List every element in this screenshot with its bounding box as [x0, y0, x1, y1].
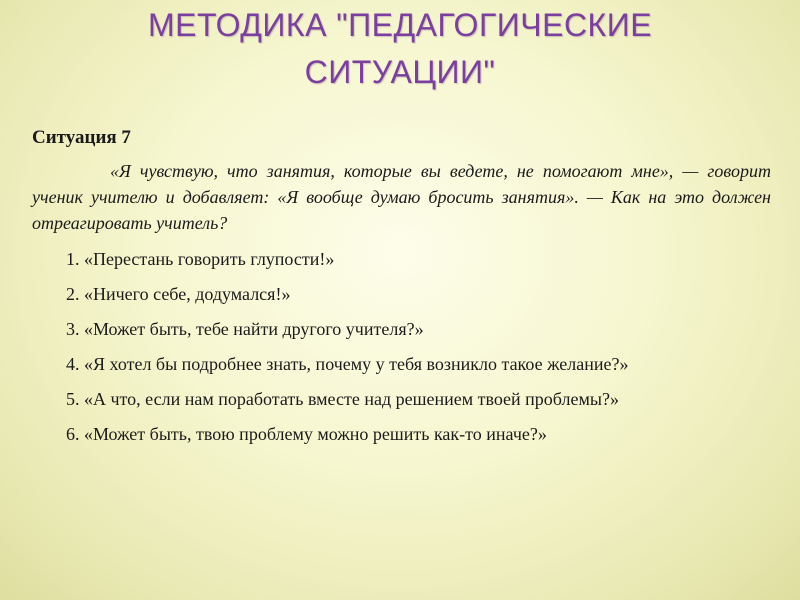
response-option-5: 5. «А что, если нам поработать вместе над решением твоей проблемы?» — [66, 389, 619, 409]
slide-title — [40, 2, 760, 96]
slide-content — [32, 125, 771, 446]
slide-title-line-1: МЕТОДИКА "ПЕДАГОГИЧЕСКИЕ — [147, 7, 653, 43]
response-option-2: 2. «Ничего себе, додумался!» — [66, 284, 291, 304]
response-option-1: 1. «Перестань говорить глупости!» — [66, 249, 335, 269]
response-option-3: 3. «Может быть, тебе найти другого учителя?» — [66, 319, 424, 339]
response-option-4: 4. «Я хотел бы подробнее знать, почему у тебя возникло такое желание?» — [66, 354, 629, 374]
slide-title-line-2: СИТУАЦИИ" — [304, 54, 496, 90]
response-option-6: 6. «Может быть, твою проблему можно решить как-то иначе?» — [66, 424, 547, 444]
situation-quote: «Я чувствую, что занятия, которые вы ведете, не помогают мне», — говорит ученик учителю и добавляет: «Я вообще думаю бросить занятия». — Как на это должен отреагировать учитель? — [32, 161, 771, 233]
response-options-list — [32, 247, 771, 446]
situation-heading: Ситуация 7 — [32, 127, 131, 148]
